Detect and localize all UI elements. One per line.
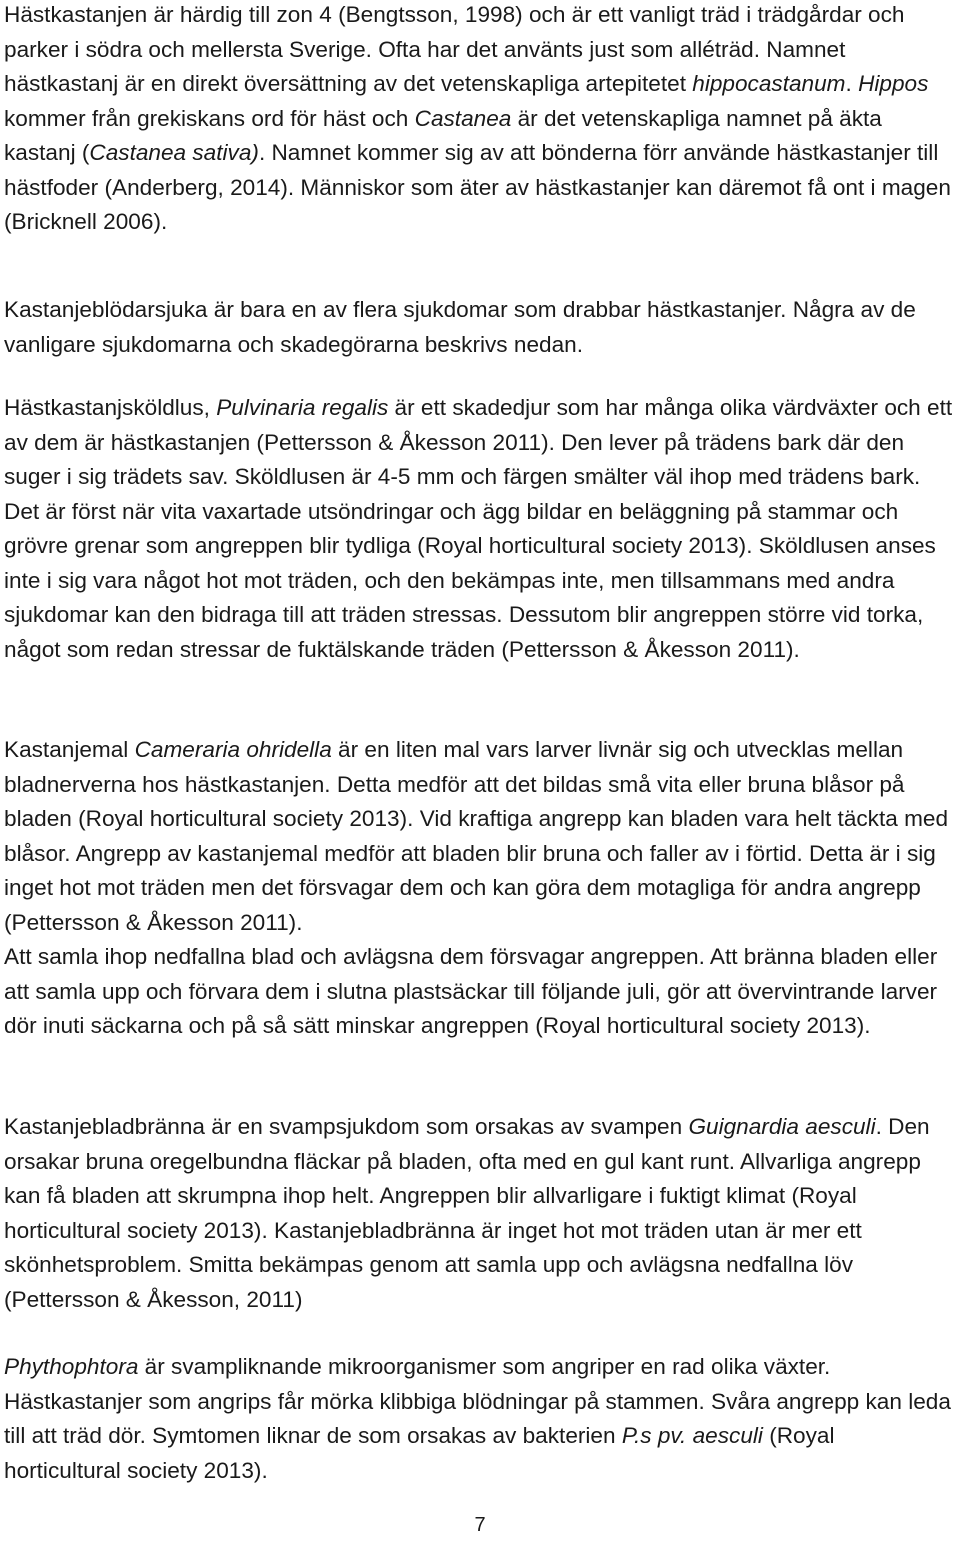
paragraph-skoldlus: [4, 391, 956, 667]
italic-run: Guignardia aesculi: [688, 1114, 876, 1139]
text-run: är det vetenskapliga namnet på äkta kastanj (: [4, 105, 882, 165]
italic-run: Hippos: [858, 71, 929, 96]
text-run: . Den orsakar bruna oregelbundna fläckar på bladen, ofta med en gul kant runt. Allvarliga angrepp kan få bladen att skrumpna ihop helt. Angreppen blir allvarligare i fuktigt klimat (Royal horticultural society 2013). Kastanjebladbränna är inget hot mot träden utan är mer ett skönhetsproblem. Smitta bekämpas genom att samla upp och avlägsna nedfallna löv (Pettersson & Åkesson, 2011): [4, 1114, 930, 1312]
text-run: är en liten mal vars larver livnär sig och utvecklas mellan bladnerverna hos hästkastanjen. Detta medför att det bildas små vita eller bruna blåsor på bladen (Royal horticultural society 2013). Vid kraftiga angrepp kan bladen vara helt täckta med blåsor. Angrepp av kastanjemal medför att bladen blir bruna och faller av i förtid. Detta är i sig inget hot mot träden men det försvagar dem och kan göra dem motagliga för andra angrepp (Pettersson & Åkesson 2011).: [4, 737, 949, 935]
italic-run: Castanea: [414, 105, 512, 131]
text-run: Att samla ihop nedfallna blad och avlägsna dem försvagar angreppen. Att bränna bladen eller att samla upp och förvara dem i slutna plastsäckar till följande juli, gör att övervintrande larver dör inuti säckarna och på så sätt minskar angreppen (Royal horticultural society 2013).: [4, 944, 938, 1038]
text-run: Hästkastanjsköldlus,: [4, 395, 217, 420]
italic-run: Cameraria ohridella: [134, 737, 332, 762]
paragraph-phythophtora: [4, 1350, 956, 1488]
italic-run: P.s pv. aesculi: [621, 1423, 763, 1448]
text-run: . Namnet kommer sig av att bönderna förr använde hästkastanjer till hästfoder (Anderberg, 2014). Människor som äter av hästkastanjer kan däremot få ont i magen (Bricknell 2006).: [4, 140, 951, 234]
italic-run: Castanea sativa): [89, 140, 259, 165]
text-run: (Royal horticultural society 2013).: [4, 1423, 835, 1483]
text-run: Kastanjemal: [4, 737, 135, 762]
paragraph-hastkastanjen-intro: [4, 0, 956, 240]
paragraph-diseases-overview: [4, 293, 956, 362]
text-run: är svampliknande mikroorganismer som angriper en rad olika växter. Hästkastanjer som angrips får mörka klibbiga blödningar på stammen. Svåra angrepp kan leda till att träd dör. Symtomen liknar de som orsakas av bakterien: [4, 1354, 951, 1448]
text-run: är ett skadedjur som har många olika värdväxter och ett av dem är hästkastanjen (Pettersson & Åkesson 2011). Den lever på trädens bark där den suger i sig trädets sav. Sköldlusen är 4-5 mm och färgen smälter väl ihop med trädens bark. Det är först när vita vaxartade utsöndringar och ägg bildar en beläggning på stammar och grövre grenar som angreppen blir tydliga (Royal horticultural society 2013). Sköldlusen anses inte i sig vara något hot mot träden, och den bekämpas inte, men tillsammans med andra sjukdomar kan den bidraga till att träden stressas. Dessutom blir angreppen större vid torka, något som redan stressar de fuktälskande träden (Pettersson & Åkesson 2011).: [4, 395, 953, 662]
paragraph-kastanjemal: [4, 733, 956, 1044]
paragraph-kastanjebladbranna: [4, 1110, 956, 1317]
text-run: .: [845, 71, 859, 96]
italic-run: Pulvinaria regalis: [216, 395, 389, 420]
italic-run: hippocastanum: [692, 71, 846, 96]
text-run: kommer från grekiskans ord för häst och: [4, 105, 415, 131]
text-run: Kastanjeblödarsjuka är bara en av flera sjukdomar som drabbar hästkastanjer. Några av de vanligare sjukdomarna och skadegörarna beskrivs nedan.: [4, 297, 916, 357]
text-run: Hästkastanjen är härdig till zon 4 (Bengtsson, 1998) och är ett vanligt träd i trädgårdar och parker i södra och mellersta Sverige. Ofta har det använts just som alléträd. Namnet hästkastanj är en direkt översättning av det vetenskapliga artepitetet: [4, 2, 905, 96]
italic-run: Phythophtora: [4, 1354, 139, 1379]
page-number: 7: [474, 1514, 486, 1536]
text-run: Kastanjebladbränna är en svampsjukdom som orsakas av svampen: [4, 1114, 689, 1139]
